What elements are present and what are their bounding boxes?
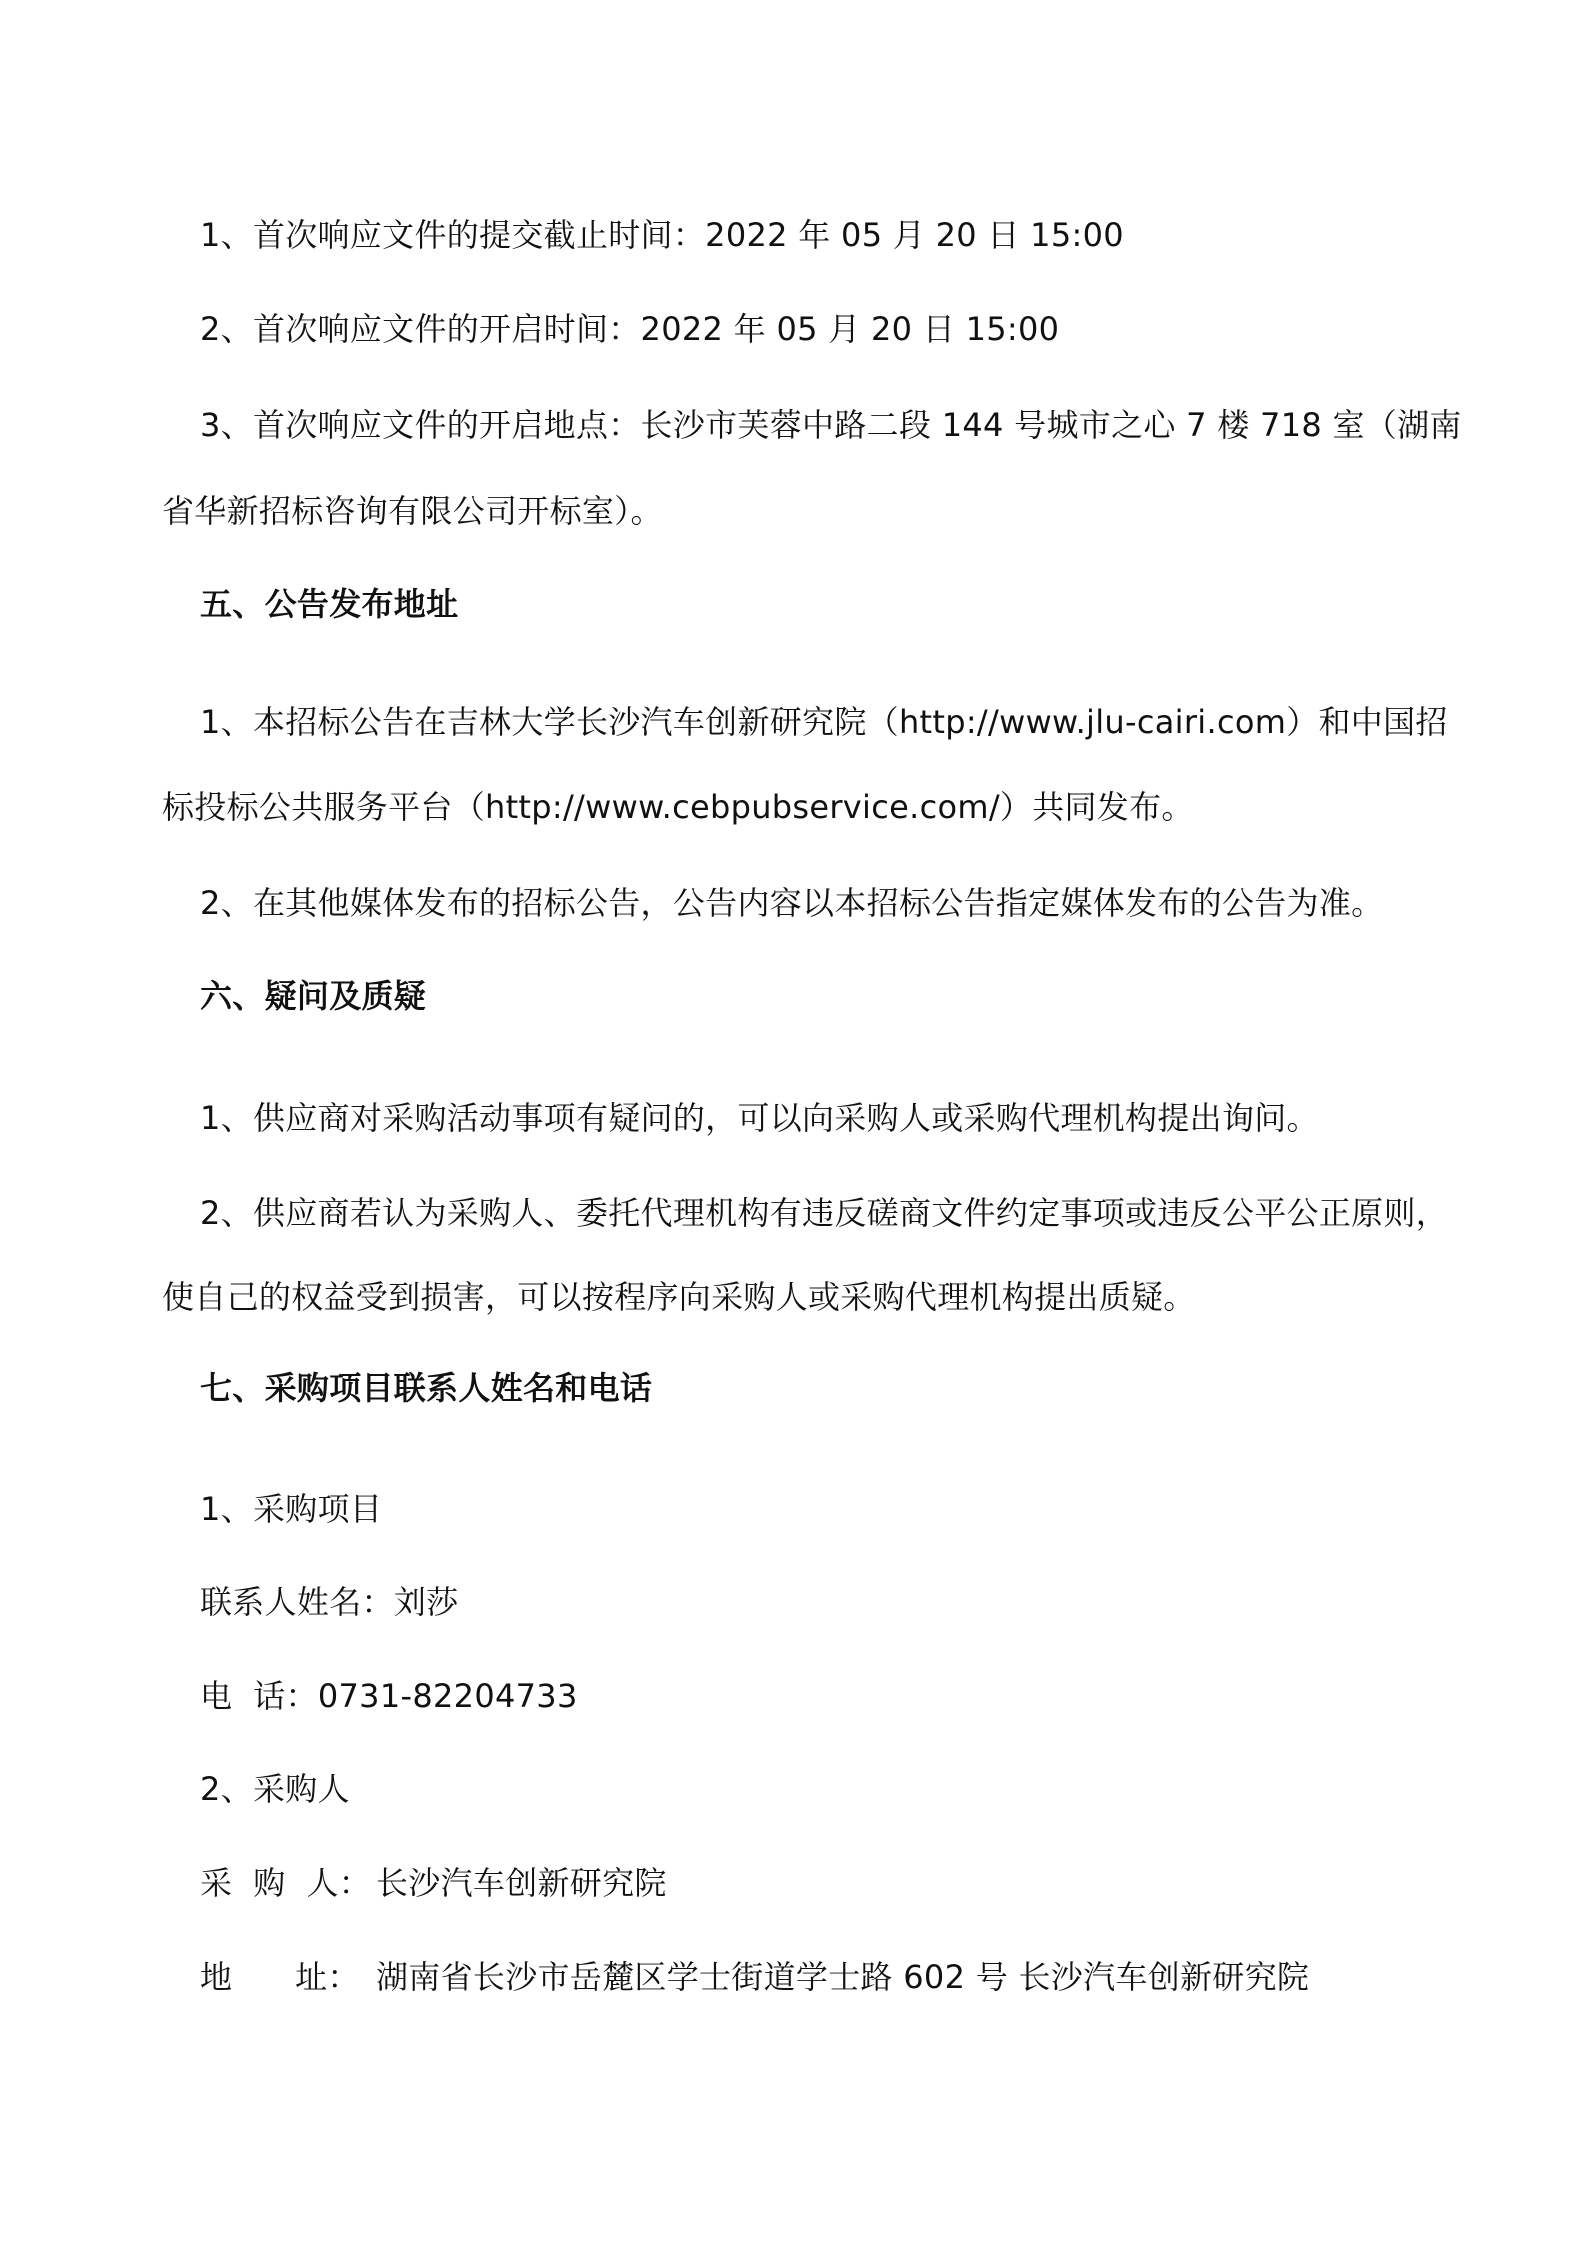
buyer-label: 采 购 人：: [200, 1864, 372, 1902]
phone-value: 0731-82204733: [317, 1677, 578, 1715]
contact-label: 联系人姓名：: [200, 1583, 394, 1621]
section-5-heading: 五、公告发布地址: [200, 585, 459, 623]
contact-value: 刘莎: [393, 1583, 459, 1621]
phone-label: 电 话：: [200, 1677, 318, 1715]
address-row: [200, 1953, 1309, 2001]
buyer-subheading: 2、采购人: [200, 1770, 350, 1808]
buyer-value: 长沙汽车创新研究院: [376, 1864, 667, 1902]
challenge-line-1: 2、供应商若认为采购人、委托代理机构有违反磋商文件约定事项或违反公平公正原则，: [200, 1194, 1449, 1232]
section-6-heading: 六、疑问及质疑: [200, 977, 427, 1015]
section-7-heading: 七、采购项目联系人姓名和电话: [200, 1369, 653, 1407]
open-location-line-1: 3、首次响应文件的开启地点：长沙市芙蓉中路二段 144 号城市之心 7 楼 718 室（湖南: [200, 406, 1462, 444]
challenge-line-2: 使自己的权益受到损害，可以按程序向采购人或采购代理机构提出质疑。: [162, 1278, 1196, 1316]
open-deadline-line: 1、首次响应文件的提交截止时间：2022 年 05 月 20 日 15:00: [200, 216, 1124, 254]
address-label: 地 址：: [200, 1958, 360, 1996]
publish-address-line-2: 标投标公共服务平台（http://www.cebpubservice.com/）共同发布。: [162, 788, 1194, 826]
other-media-line: 2、在其他媒体发布的招标公告，公告内容以本招标公告指定媒体发布的公告为准。: [200, 884, 1384, 922]
open-time-line: 2、首次响应文件的开启时间：2022 年 05 月 20 日 15:00: [200, 310, 1060, 348]
contact-row: [200, 1578, 458, 1626]
phone-row: [200, 1672, 578, 1720]
project-subheading: 1、采购项目: [200, 1490, 383, 1528]
inquiry-line: 1、供应商对采购活动事项有疑问的，可以向采购人或采购代理机构提出询问。: [200, 1099, 1319, 1137]
buyer-row: [200, 1859, 667, 1907]
address-value: 湖南省长沙市岳麓区学士街道学士路 602 号 长沙汽车创新研究院: [376, 1958, 1310, 1996]
open-location-line-2: 省华新招标咨询有限公司开标室）。: [162, 492, 663, 530]
publish-address-line-1: 1、本招标公告在吉林大学长沙汽车创新研究院（http://www.jlu-cairi.com）和中国招: [200, 703, 1448, 741]
